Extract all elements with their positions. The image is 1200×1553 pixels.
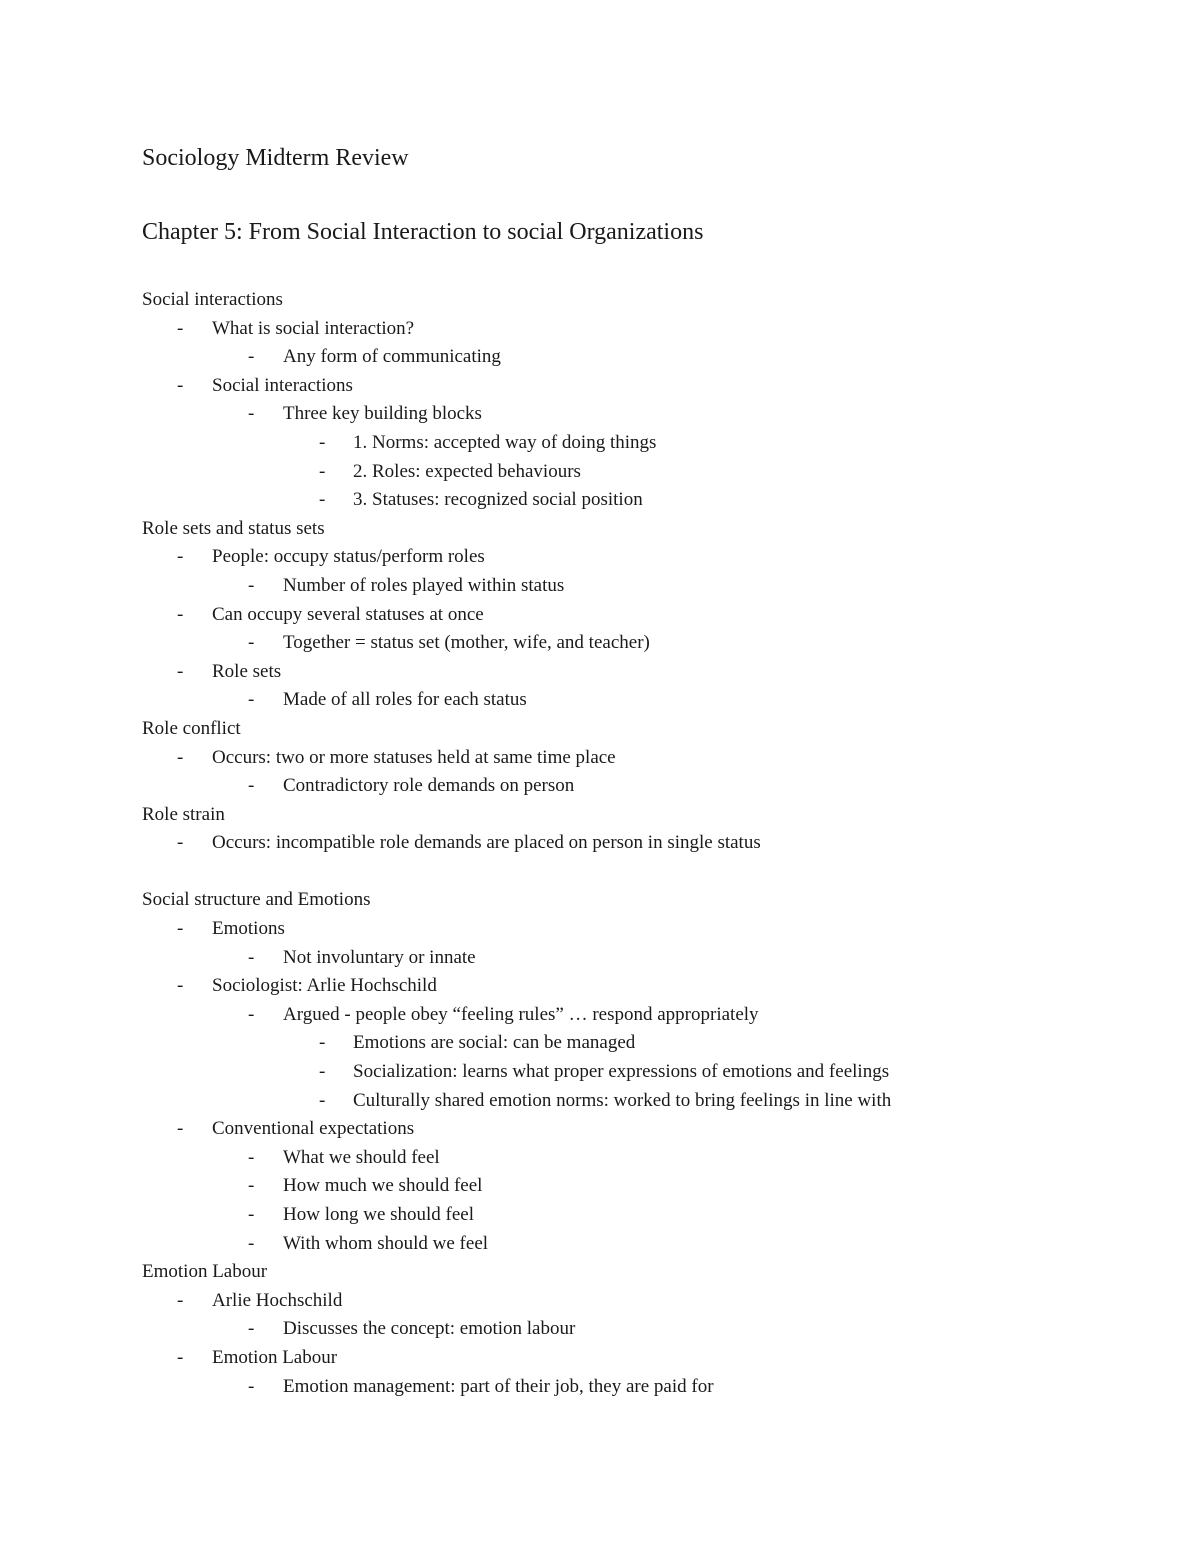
bullet-dash: - [319, 431, 326, 453]
list-item-text: Culturally shared emotion norms: worked to bring feelings in line with [353, 1089, 892, 1111]
list-item [0, 772, 1200, 801]
section-heading-text: Role conflict [142, 717, 241, 739]
bullet-dash: - [248, 689, 255, 711]
list-item-text: What is social interaction? [212, 317, 415, 339]
list-item [0, 1230, 1200, 1259]
bullet-dash: - [177, 374, 184, 396]
list-item-text: Made of all roles for each status [283, 689, 527, 711]
list-item [0, 629, 1200, 658]
list-item [0, 686, 1200, 715]
list-item-text: With whom should we feel [283, 1232, 489, 1254]
section-heading-text: Role strain [142, 803, 225, 825]
section-heading [0, 286, 1200, 315]
bullet-dash: - [319, 489, 326, 511]
list-item-text: Emotion Labour [212, 1346, 338, 1368]
list-item [0, 1373, 1200, 1402]
list-item [0, 343, 1200, 372]
bullet-dash: - [177, 832, 184, 854]
list-item-text: Number of roles played within status [283, 574, 565, 596]
bullet-dash: - [248, 1003, 255, 1025]
bullet-dash: - [177, 603, 184, 625]
section-heading-text: Social interactions [142, 289, 283, 310]
list-item-text: Contradictory role demands on person [283, 775, 575, 797]
list-item [0, 315, 1200, 344]
list-item [0, 1058, 1200, 1087]
bullet-dash: - [248, 1146, 255, 1168]
list-item-text: Emotions are social: can be managed [353, 1032, 636, 1054]
list-item [0, 1172, 1200, 1201]
list-item-text: Occurs: two or more statuses held at same time place [212, 746, 616, 768]
section-heading [0, 886, 1200, 915]
bullet-dash: - [177, 918, 184, 940]
list-item [0, 829, 1200, 858]
list-item [0, 400, 1200, 429]
list-item-text: Arlie Hochschild [212, 1289, 343, 1311]
list-item-text: Argued - people obey “feeling rules” … respond appropriately [283, 1003, 759, 1025]
bullet-dash: - [177, 546, 184, 568]
list-item-text: Social interactions [212, 374, 353, 396]
list-item [0, 601, 1200, 630]
section-heading [0, 1258, 1200, 1287]
bullet-dash: - [177, 1289, 184, 1311]
list-item [0, 458, 1200, 487]
bullet-dash: - [177, 1118, 184, 1140]
list-item [0, 1201, 1200, 1230]
list-item-text: Emotion management: part of their job, they are paid for [283, 1375, 714, 1397]
list-item-text: Emotions [212, 918, 285, 940]
list-item-text: 2. Roles: expected behaviours [353, 460, 581, 482]
list-item [0, 543, 1200, 572]
list-item-text: Socialization: learns what proper expressions of emotions and feelings [353, 1061, 890, 1083]
list-item-text: Conventional expectations [212, 1118, 415, 1140]
bullet-dash: - [248, 346, 255, 368]
list-item [0, 1344, 1200, 1373]
list-item [0, 1115, 1200, 1144]
list-item-text: Role sets [212, 660, 282, 682]
bullet-dash: - [248, 1375, 255, 1397]
list-item-text: Three key building blocks [283, 403, 482, 425]
list-item-text: Any form of communicating [283, 346, 501, 368]
list-item [0, 915, 1200, 944]
bullet-dash: - [319, 1032, 326, 1054]
list-item-text: Discusses the concept: emotion labour [283, 1318, 576, 1340]
bullet-dash: - [177, 660, 184, 682]
list-item [0, 429, 1200, 458]
bullet-dash: - [177, 975, 184, 997]
bullet-dash: - [248, 632, 255, 654]
bullet-dash: - [319, 1061, 326, 1083]
document-title: Sociology Midterm Review [142, 145, 409, 171]
list-item-text: Not involuntary or innate [283, 946, 476, 968]
list-item [0, 1287, 1200, 1316]
list-item [0, 572, 1200, 601]
list-item-text: Occurs: incompatible role demands are placed on person in single status [212, 832, 761, 854]
list-item-text: What we should feel [283, 1146, 440, 1168]
bullet-dash: - [319, 460, 326, 482]
bullet-dash: - [177, 317, 184, 339]
list-item-text: 3. Statuses: recognized social position [353, 489, 643, 511]
list-item-text: 1. Norms: accepted way of doing things [353, 431, 657, 453]
section-heading-text: Social structure and Emotions [142, 889, 371, 911]
chapter-heading: Chapter 5: From Social Interaction to social Organizations [142, 219, 704, 245]
list-item [0, 486, 1200, 515]
list-item [0, 1144, 1200, 1173]
list-item [0, 372, 1200, 401]
notes-outline [0, 286, 1200, 1401]
list-item-text: Together = status set (mother, wife, and teacher) [283, 632, 650, 654]
list-item-text: Can occupy several statuses at once [212, 603, 484, 625]
bullet-dash: - [248, 403, 255, 425]
list-item-text: How long we should feel [283, 1204, 475, 1225]
section-heading [0, 715, 1200, 744]
bullet-dash: - [248, 1232, 255, 1254]
bullet-dash: - [248, 1175, 255, 1197]
section-heading [0, 801, 1200, 830]
list-item [0, 1087, 1200, 1116]
list-item [0, 1001, 1200, 1030]
section-heading [0, 515, 1200, 544]
list-item [0, 1315, 1200, 1344]
bullet-dash: - [319, 1089, 326, 1111]
list-item [0, 944, 1200, 973]
bullet-dash: - [248, 574, 255, 596]
list-item-text: How much we should feel [283, 1175, 483, 1197]
bullet-dash: - [248, 775, 255, 797]
section-heading-text: Emotion Labour [142, 1261, 268, 1283]
bullet-dash: - [248, 946, 255, 968]
section-heading-text: Role sets and status sets [142, 517, 325, 539]
blank-line [0, 858, 1200, 887]
bullet-dash: - [177, 1346, 184, 1368]
bullet-dash: - [248, 1204, 255, 1225]
bullet-dash: - [177, 746, 184, 768]
bullet-dash: - [248, 1318, 255, 1340]
list-item [0, 972, 1200, 1001]
list-item [0, 744, 1200, 773]
list-item [0, 1029, 1200, 1058]
list-item-text: People: occupy status/perform roles [212, 546, 485, 568]
list-item-text: Sociologist: Arlie Hochschild [212, 975, 437, 997]
list-item [0, 658, 1200, 687]
